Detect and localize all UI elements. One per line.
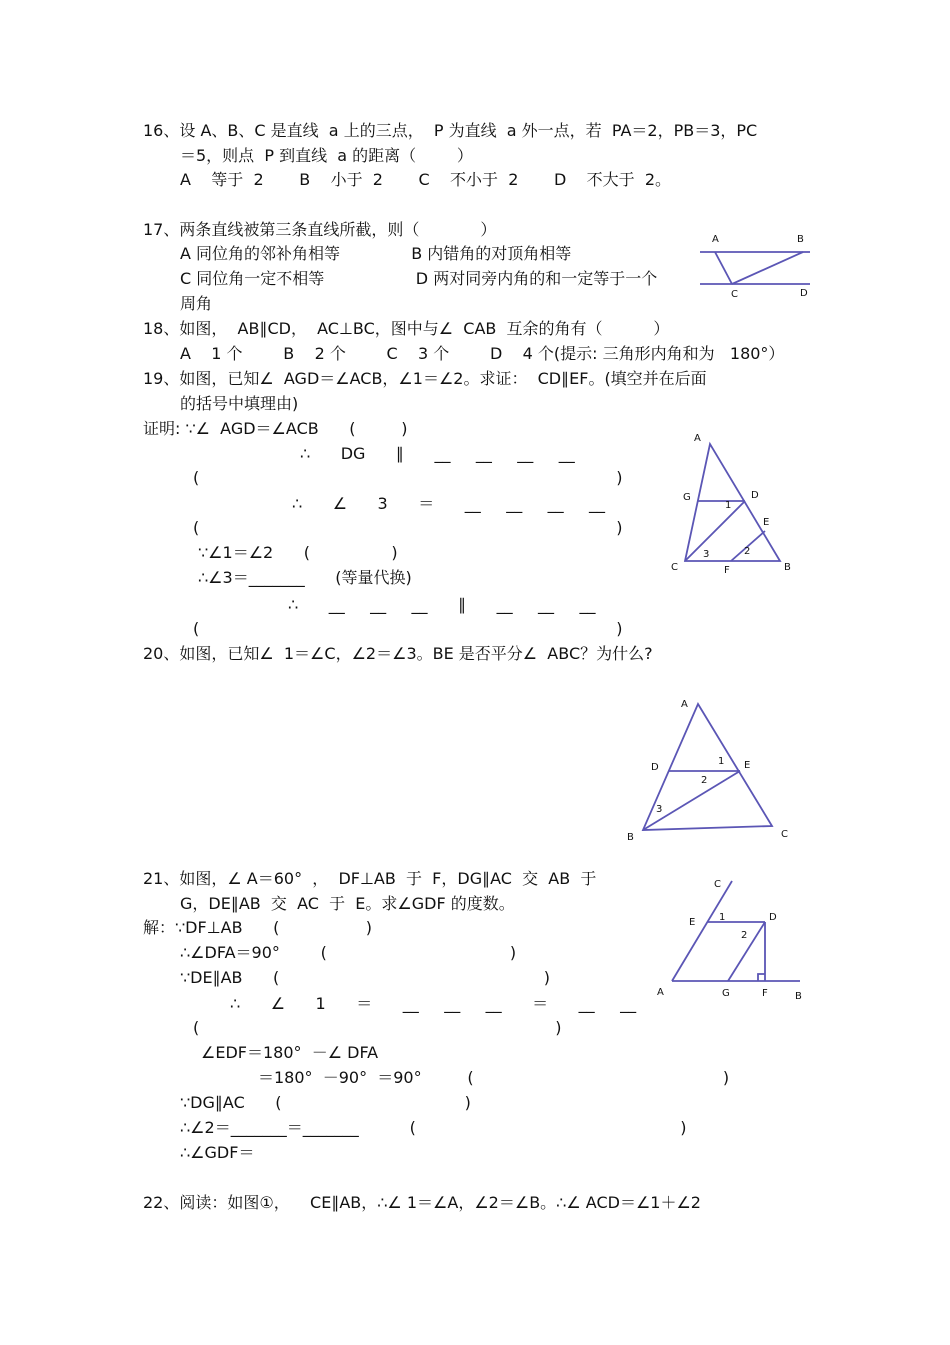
- label-b: B: [784, 562, 791, 573]
- q18-options: A 1 个 B 2 个 C 3 个 D 4 个(提示: 三角形内角和为 180°）: [180, 344, 785, 363]
- line-ac: [715, 252, 732, 284]
- q21-solution-1: 解：∵DF⊥AB ( ): [143, 918, 373, 937]
- q22-line1: 22、阅读：如图①， CE∥AB，∴∠ 1＝∠A，∠2＝∠B。∴∠ ACD＝∠1＋∠2: [143, 1193, 701, 1212]
- q17-figure: [690, 225, 820, 305]
- label-1: 1: [718, 756, 725, 767]
- q19-proof-1: 证明: ∵∠ AGD＝∠ACB ( ): [143, 419, 408, 438]
- q19-figure: [665, 428, 805, 578]
- q20-figure: [620, 690, 800, 845]
- q19-proof-6-reason: ( ): [193, 619, 623, 638]
- q19-proof-6: ∴ __ __ __ ∥ __ __ __: [288, 595, 596, 614]
- q19-line2: 的括号中填理由): [180, 394, 299, 413]
- q17-options-cd: C 同位角一定不相等 D 两对同旁内角的和一定等于一个: [180, 269, 658, 288]
- label-b: B: [795, 991, 802, 1002]
- label-d: D: [651, 762, 659, 773]
- label-e: E: [744, 760, 751, 771]
- label-1: 1: [725, 500, 732, 511]
- label-d: D: [800, 288, 808, 299]
- q21-solution-2: ∴∠DFA＝90° ( ): [180, 943, 517, 962]
- q21-solution-4: ∴ ∠ 1 ＝ __ __ __ ＝ __ __: [230, 994, 637, 1013]
- q21-figure: [650, 875, 810, 1005]
- q19-proof-2-reason: ( ): [193, 468, 623, 487]
- q17-line1: 17、两条直线被第三条直线所截，则（ ）: [143, 220, 497, 239]
- q19-proof-3: ∴ ∠ 3 ＝ __ __ __ __: [292, 494, 606, 513]
- label-c: C: [714, 879, 721, 890]
- q17-options-cont: 周角: [180, 294, 213, 313]
- line-ac: [672, 881, 732, 981]
- label-b: B: [797, 234, 804, 245]
- line-be: [643, 771, 740, 830]
- q16-line2: ＝5，则点 P 到直线 a 的距离（ ）: [180, 146, 473, 165]
- label-e: E: [689, 917, 696, 928]
- q21-solution-8: ∴∠2＝_______＝_______ ( ): [180, 1118, 687, 1137]
- q21-solution-4-reason: ( ): [193, 1018, 562, 1037]
- q21-solution-9: ∴∠GDF＝: [180, 1143, 255, 1162]
- label-c: C: [781, 829, 788, 840]
- label-f: F: [724, 565, 730, 576]
- label-c: C: [671, 562, 678, 573]
- label-a: A: [681, 699, 688, 710]
- q21-line2: G，DE∥AB 交 AC 于 E。求∠GDF 的度数。: [180, 894, 515, 913]
- q19-line1: 19、如图，已知∠ AGD＝∠ACB，∠1＝∠2。求证： CD∥EF。(填空并在后面: [143, 369, 707, 388]
- q21-solution-6: ＝180° －90° ＝90° ( ): [258, 1068, 730, 1087]
- label-d: D: [769, 912, 777, 923]
- right-angle-mark: [758, 974, 765, 981]
- label-3: 3: [703, 549, 710, 560]
- q19-proof-3-reason: ( ): [193, 518, 623, 537]
- q16-options: A 等于 2 B 小于 2 C 不小于 2 D 不大于 2。: [180, 170, 672, 189]
- label-g: G: [683, 492, 691, 503]
- q19-proof-5: ∴∠3＝_______ (等量代换): [198, 568, 412, 587]
- label-d: D: [751, 490, 759, 501]
- label-c: C: [731, 289, 738, 300]
- label-2: 2: [744, 546, 751, 557]
- line-dc: [685, 501, 745, 561]
- label-f: F: [762, 988, 768, 999]
- label-a: A: [657, 987, 664, 998]
- label-b: B: [627, 832, 634, 843]
- q21-line1: 21、如图，∠ A＝60° ， DF⊥AB 于 F，DG∥AC 交 AB 于: [143, 869, 597, 888]
- label-e: E: [763, 517, 770, 528]
- q19-proof-2: ∴ DG ∥ __ __ __ __: [300, 444, 575, 463]
- q16-line1: 16、设 A、B、C 是直线 a 上的三点， P 为直线 a 外一点，若 PA＝2，PB＝3，PC: [143, 121, 758, 140]
- q21-solution-3: ∵DE∥AB ( ): [180, 968, 550, 987]
- triangle-acb: [685, 444, 780, 561]
- q21-solution-5: ∠EDF＝180° －∠ DFA: [201, 1043, 379, 1062]
- label-1: 1: [719, 912, 726, 923]
- line-cb: [732, 252, 803, 284]
- q21-solution-7: ∵DG∥AC ( ): [180, 1093, 471, 1112]
- label-2: 2: [701, 775, 708, 786]
- label-a: A: [712, 234, 719, 245]
- label-a: A: [694, 433, 701, 444]
- q17-options-ab: A 同位角的邻补角相等 B 内错角的对顶角相等: [180, 244, 572, 263]
- q20-line1: 20、如图，已知∠ 1＝∠C，∠2＝∠3。BE 是否平分∠ ABC？为什么?: [143, 644, 653, 663]
- q19-proof-4: ∵∠1＝∠2 ( ): [198, 543, 398, 562]
- label-3: 3: [656, 804, 663, 815]
- q18-line1: 18、如图， AB∥CD， AC⊥BC，图中与∠ CAB 互余的角有（ ）: [143, 319, 670, 338]
- label-g: G: [722, 988, 730, 999]
- label-2: 2: [741, 930, 748, 941]
